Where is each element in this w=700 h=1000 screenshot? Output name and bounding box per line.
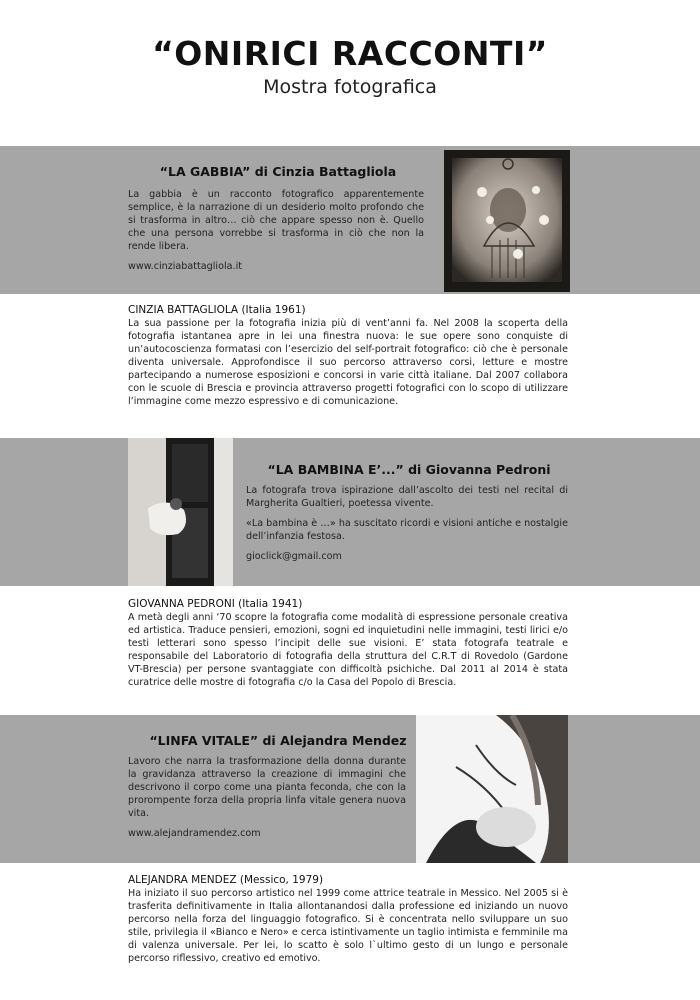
section-title: “LA BAMBINA E’...” di Giovanna Pedroni: [267, 462, 551, 477]
photo-la-bambina: [128, 438, 233, 586]
section-band-bambina: [0, 438, 700, 586]
bio-text: La sua passione per la fotografia inizia più di vent’anni fa. Nel 2008 la scoperta della fotografia istantanea apre in lei una finestra nuova: le sue opere sono conquiste di un’autocoscienza formatasi con l’esercizio del self-portrait fotografico: ciò che è personale diventa universale. Approfondisce il suo percorso attraverso corsi, letture e mostre partecipando a numerose esposizioni e concorsi in varie città italiane. Dal 2007 collabora con le scuole di Brescia e provincia attraverso progetti fotografici con lo scopo di utilizzare l’immagine come mezzo espressivo e di comunicazione.: [128, 318, 568, 407]
section-link[interactable]: www.cinziabattagliola.it: [128, 261, 242, 272]
section-band-linfa: [0, 715, 700, 863]
section-description: La fotografa trova ispirazione dall’ascolto dei testi nel recital di Margherita Gualtieri, poetessa vivente.: [246, 485, 568, 509]
photo-linfa-vitale: [416, 715, 568, 863]
section-link[interactable]: www.alejandramendez.com: [128, 828, 261, 839]
bio-name: ALEJANDRA MENDEZ (Messico, 1979): [128, 874, 324, 886]
section-link[interactable]: gioclick@gmail.com: [246, 551, 342, 562]
bio-mendez: [128, 874, 568, 965]
page-title: “ONIRICI RACCONTI”: [152, 34, 548, 73]
photo-la-gabbia: [444, 150, 570, 292]
section-band-gabbia: [0, 146, 700, 294]
bio-name: GIOVANNA PEDRONI (Italia 1941): [128, 598, 303, 610]
bio-text: Ha iniziato il suo percorso artistico nel 1999 come attrice teatrale in Messico. Nel 2005 si è trasferita definitivamente in Italia allontanandosi dalla professione ed iniziando un nuovo percorso nella forza del linguaggio fotografico. Si è concentrata nello sviluppare un suo stile, privilegia il «Bianco e Nero» e cerca istintivamente un taglio intimista e femminile ma di valenza universale. Per lei, lo scatto è solo l`ultimo gesto di un lungo e personale percorso riflessivo, creativo ed emotivo.: [128, 888, 568, 964]
section-title: “LINFA VITALE” di Alejandra Mendez: [149, 733, 407, 748]
section-description: Lavoro che narra la trasformazione della donna durante la gravidanza attraverso la creazione di immagini che descrivono il corpo come una pianta feconda, che con la prorompente forza della propria linfa vitale genera nuova vita.: [128, 756, 406, 819]
page-subtitle: Mostra fotografica: [263, 76, 437, 98]
section-description: La gabbia è un racconto fotografico apparentemente semplice, è la narrazione di un desiderio molto profondo che si trasforma in altro… ciò che appare spesso non è. Quello che una persona vorrebbe si trasforma in ciò che non la rende libera.: [128, 189, 424, 252]
bio-name: CINZIA BATTAGLIOLA (Italia 1961): [128, 304, 306, 316]
section-title: “LA GABBIA” di Cinzia Battagliola: [159, 164, 397, 179]
section-description-2: «La bambina è …» ha suscitato ricordi e visioni antiche e nostalgie dell’infanzia festosa.: [246, 518, 568, 542]
bio-pedroni: [128, 598, 568, 689]
bio-battagliola: [128, 304, 568, 408]
bio-text: A metà degli anni ‘70 scopre la fotografia come modalità di espressione personale creativa ed artistica. Traduce pensieri, emozioni, sogni ed inquietudini nelle immagini, testi lirici e/o testi letterari sono spesso l’incipit delle sue visioni. E’ stata fotografa teatrale e responsabile del Laboratorio di fotografia della struttura del C.R.T di Rovedolo (Gardone VT-Brescia) per persone svantaggiate con difficoltà psichiche. Dal 2011 al 2014 è stata curatrice delle mostre di fotografia c/o la Casa del Popolo di Brescia.: [128, 612, 568, 688]
